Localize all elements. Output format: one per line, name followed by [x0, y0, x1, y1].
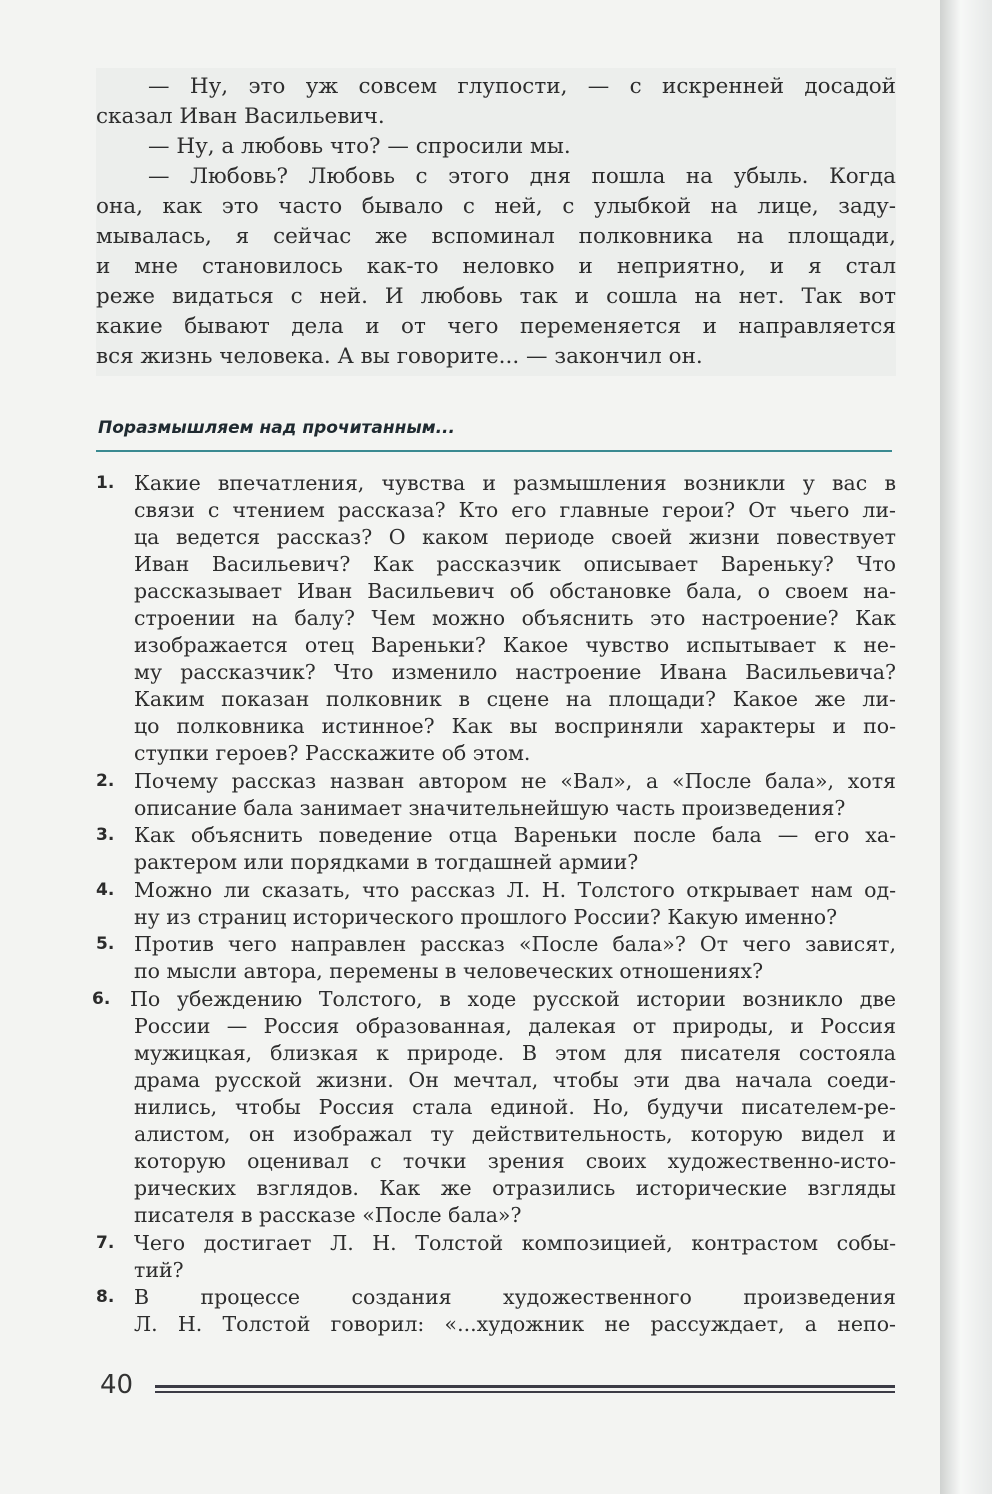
excerpt-line: — Ну, это уж совсем глупости, — с искренней досадой	[148, 74, 896, 99]
section-heading: Поразмышляем над прочитанным...	[98, 418, 455, 438]
question-line: рактером или порядками в тогдашней армии?	[134, 850, 639, 874]
footer-rule	[155, 1391, 895, 1393]
question-line: ну из страниц исторического прошлого России? Какую именно?	[134, 905, 838, 929]
question-number: 5.	[96, 934, 115, 954]
excerpt-line: какие бывают дела и от чего переменяется и направляется	[96, 314, 896, 339]
question-line: писателя в рассказе «После бала»?	[134, 1203, 522, 1227]
question-line: Какие впечатления, чувства и размышления возникли у вас в	[134, 471, 896, 495]
story-excerpt	[96, 68, 896, 376]
question-line: по мысли автора, перемены в человеческих отношениях?	[134, 959, 764, 983]
excerpt-line: мывалась, я сейчас же вспоминал полковника на площади,	[96, 224, 896, 249]
book-spine-shadow	[940, 0, 992, 1494]
question-line: Каким показан полковник в сцене на площади? Какое же ли-	[134, 687, 896, 711]
question-line: мужицкая, близкая к природе. В этом для писателя состояла	[134, 1041, 896, 1065]
question-line: Чего достигает Л. Н. Толстой композицией, контрастом собы-	[134, 1231, 896, 1255]
question-line: му рассказчик? Что изменило настроение Ивана Васильевича?	[134, 660, 896, 684]
excerpt-line: она, как это часто бывало с ней, с улыбкой на лице, заду-	[96, 194, 896, 219]
question-line: Можно ли сказать, что рассказ Л. Н. Толстого открывает нам од-	[134, 878, 896, 902]
excerpt-line: — Любовь? Любовь с этого дня пошла на убыль. Когда	[148, 164, 896, 189]
question-line: которую оценивал с точки зрения своих художественно-исто-	[134, 1149, 896, 1173]
question-number: 8.	[96, 1287, 115, 1307]
question-line: драма русской жизни. Он мечтал, чтобы эти два начала соеди-	[134, 1068, 896, 1092]
footer-rule	[155, 1385, 895, 1388]
page-number: 40	[100, 1370, 134, 1400]
question-line: связи с чтением рассказа? Кто его главные герои? От чьего ли-	[134, 498, 896, 522]
question-line: тий?	[134, 1258, 184, 1282]
excerpt-line: сказал Иван Васильевич.	[96, 104, 385, 129]
excerpt-line: вся жизнь человека. А вы говорите... — закончил он.	[96, 344, 703, 369]
question-number: 6.	[92, 989, 111, 1009]
question-line: рассказывает Иван Васильевич об обстановке бала, о своем на-	[134, 579, 896, 603]
question-line: изображается отец Вареньки? Какое чувство испытывает к не-	[134, 633, 896, 657]
question-number: 4.	[96, 880, 115, 900]
question-line: описание бала занимает значительнейшую часть произведения?	[134, 796, 846, 820]
excerpt-line: реже видаться с ней. И любовь так и сошла на нет. Так вот	[96, 284, 896, 309]
question-number: 7.	[96, 1233, 115, 1253]
question-line: алистом, он изображал ту действительность, которую видел и	[134, 1122, 896, 1146]
heading-divider	[96, 450, 892, 452]
question-line: Против чего направлен рассказ «После бала»? От чего зависят,	[134, 932, 896, 956]
excerpt-line: и мне становилось как-то неловко и неприятно, и я стал	[96, 254, 896, 279]
question-line: строении на балу? Чем можно объяснить это настроение? Как	[134, 606, 896, 630]
question-line: Как объяснить поведение отца Вареньки после бала — его ха-	[134, 823, 896, 847]
question-line: В процессе создания художественного произведения	[134, 1285, 896, 1309]
question-line: нились, чтобы Россия стала единой. Но, будучи писателем-ре-	[134, 1095, 896, 1119]
question-line: Иван Васильевич? Как рассказчик описывает Вареньку? Что	[134, 552, 896, 576]
question-line: По убеждению Толстого, в ходе русской истории возникло две	[130, 987, 896, 1011]
question-line: рических взглядов. Как же отразились исторические взгляды	[134, 1176, 896, 1200]
question-line: цо полковника истинное? Как вы восприняли характеры и по-	[134, 714, 896, 738]
excerpt-line: — Ну, а любовь что? — спросили мы.	[148, 134, 571, 159]
question-number: 1.	[96, 473, 115, 493]
question-line: Почему рассказ назван автором не «Вал», а «После бала», хотя	[134, 769, 896, 793]
question-line: Л. Н. Толстой говорил: «...художник не рассуждает, а непо-	[134, 1312, 896, 1336]
question-line: России — Россия образованная, далекая от природы, и Россия	[134, 1014, 896, 1038]
question-number: 2.	[96, 771, 115, 791]
question-line: ступки героев? Расскажите об этом.	[134, 741, 531, 765]
question-number: 3.	[96, 825, 115, 845]
question-line: ца ведется рассказ? О каком периоде своей жизни повествует	[134, 525, 896, 549]
